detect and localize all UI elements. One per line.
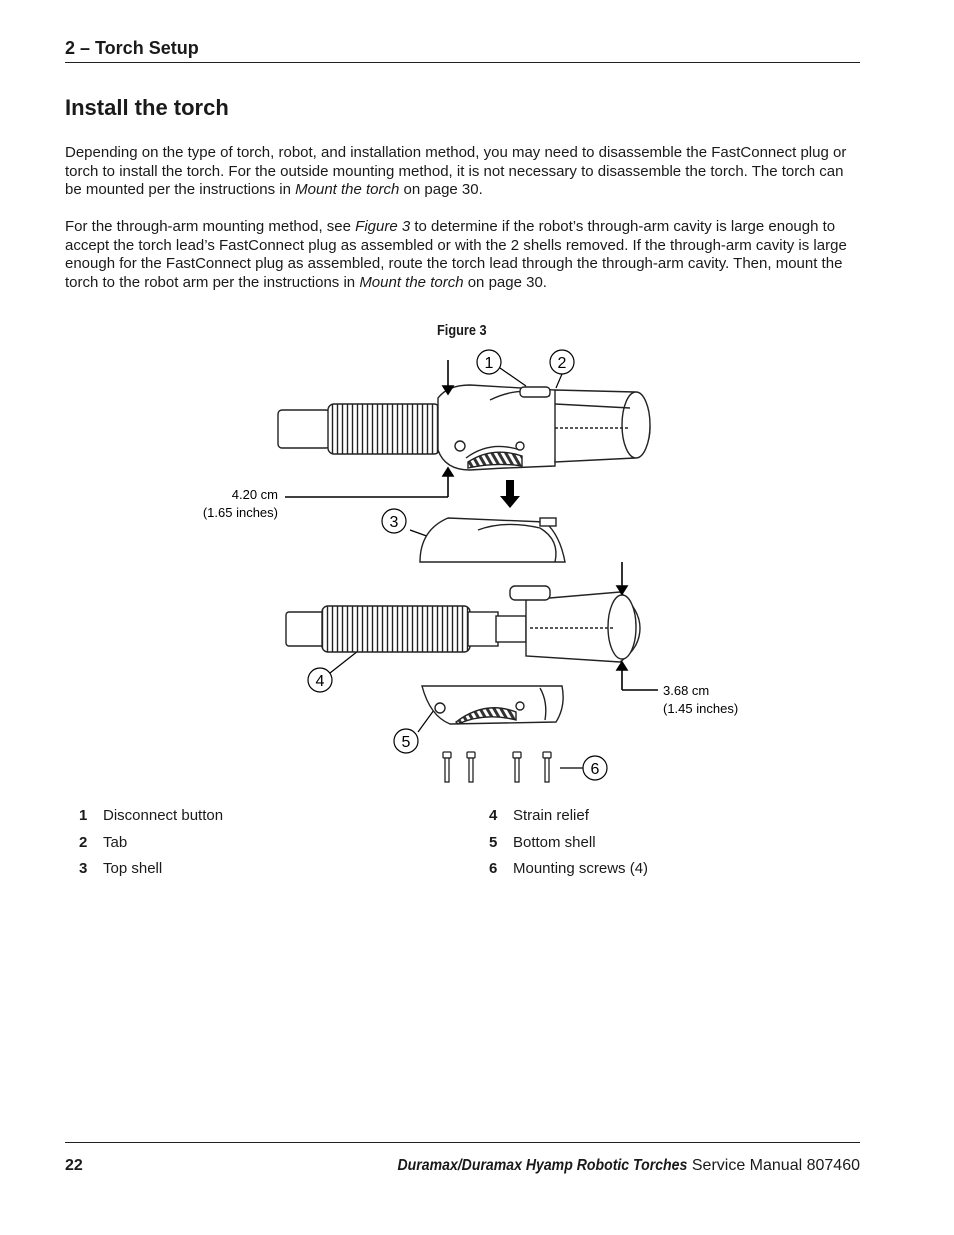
- legend-label: Top shell: [103, 860, 163, 877]
- callout-2: [550, 350, 574, 374]
- mount-torch-reference-2: Mount the torch: [359, 273, 464, 291]
- callout-2-label: 2: [557, 355, 567, 372]
- callout-4: [308, 668, 332, 692]
- callout-6: [583, 756, 607, 780]
- callout-6-label: 6: [590, 761, 600, 778]
- callout-3: [382, 509, 406, 533]
- manual-number: Service Manual 807460: [687, 1157, 860, 1174]
- legend-label: Disconnect button: [103, 807, 224, 824]
- legend-num: 1: [79, 807, 88, 824]
- torch-plug-diagram: [0, 340, 954, 800]
- legend-label: Bottom shell: [513, 833, 596, 851]
- disassembled-plug: [286, 586, 640, 662]
- mounting-screws: [443, 752, 551, 782]
- para2-text-mid: to determine if the robot’s through-arm cavity is large enough to accept the torch lead’s FastConnect plug as assembled or with the 2 shells removed. If the through-arm cavity is large enough for the FastConnect plug as assembled, route the torch lead through the through-arm cavity. Then, mount the torch to the robot arm per the instructions in: [65, 218, 847, 291]
- page-footer: [65, 1142, 860, 1174]
- dimension-1-imperial: (1.65 inches): [202, 505, 278, 520]
- legend-item: [79, 806, 223, 833]
- legend-right: [489, 806, 648, 886]
- legend-item: [489, 859, 648, 886]
- para1-text: Depending on the type of torch, robot, and installation method, you may need to disassemble the FastConnect plug or torch to install the torch. For the outside mounting method, it is not necessary to disassemble the torch. The torch can be mounted per the instructions in: [65, 144, 847, 199]
- figure-reference: Figure 3: [355, 218, 411, 235]
- legend-item: [489, 806, 648, 833]
- legend-num: 2: [79, 833, 88, 851]
- callout-5: [394, 729, 418, 753]
- bottom-shell: [422, 686, 563, 724]
- manual-info: [358, 1157, 860, 1175]
- callout-1: [477, 350, 501, 374]
- para2-text-end: on page 30.: [463, 273, 547, 291]
- through-arm-paragraph: [65, 218, 860, 292]
- dimension-2-imperial: (1.45 inches): [663, 701, 739, 716]
- legend-item: [79, 859, 223, 886]
- top-shell: [420, 518, 565, 562]
- legend-num: 3: [79, 860, 88, 877]
- para1-text-end: on page 30.: [399, 181, 483, 199]
- legend-left: [79, 806, 223, 886]
- legend-item: [489, 833, 648, 860]
- page-title: Install the torch: [65, 95, 229, 120]
- callout-5-label: 5: [401, 734, 411, 751]
- exploded-arrow: [500, 480, 520, 508]
- intro-paragraph: [65, 144, 860, 200]
- mount-torch-reference: Mount the torch: [295, 181, 400, 199]
- legend-label: Mounting screws (4): [513, 860, 649, 877]
- callout-1-label: 1: [484, 355, 494, 372]
- product-name: Duramax/Duramax Hyamp Robotic Torches: [397, 1157, 688, 1174]
- figure-caption: Figure 3: [437, 322, 487, 339]
- legend-label: Strain relief: [513, 807, 589, 824]
- legend-label: Tab: [103, 833, 128, 851]
- dimension-2-metric: 3.68 cm: [663, 683, 710, 698]
- dimension-1-metric: 4.20 cm: [231, 487, 278, 502]
- legend-num: 4: [489, 807, 498, 824]
- para2-text: For the through-arm mounting method, see: [65, 218, 356, 235]
- legend-item: [79, 833, 223, 860]
- section-title: 2 – Torch Setup: [65, 38, 199, 58]
- legend-num: 5: [489, 833, 498, 851]
- page-number: 22: [65, 1157, 83, 1174]
- assembled-plug: [278, 385, 650, 470]
- callout-3-label: 3: [389, 514, 399, 531]
- callout-4-label: 4: [315, 673, 325, 690]
- legend-num: 6: [489, 860, 498, 877]
- page-header: [65, 36, 860, 63]
